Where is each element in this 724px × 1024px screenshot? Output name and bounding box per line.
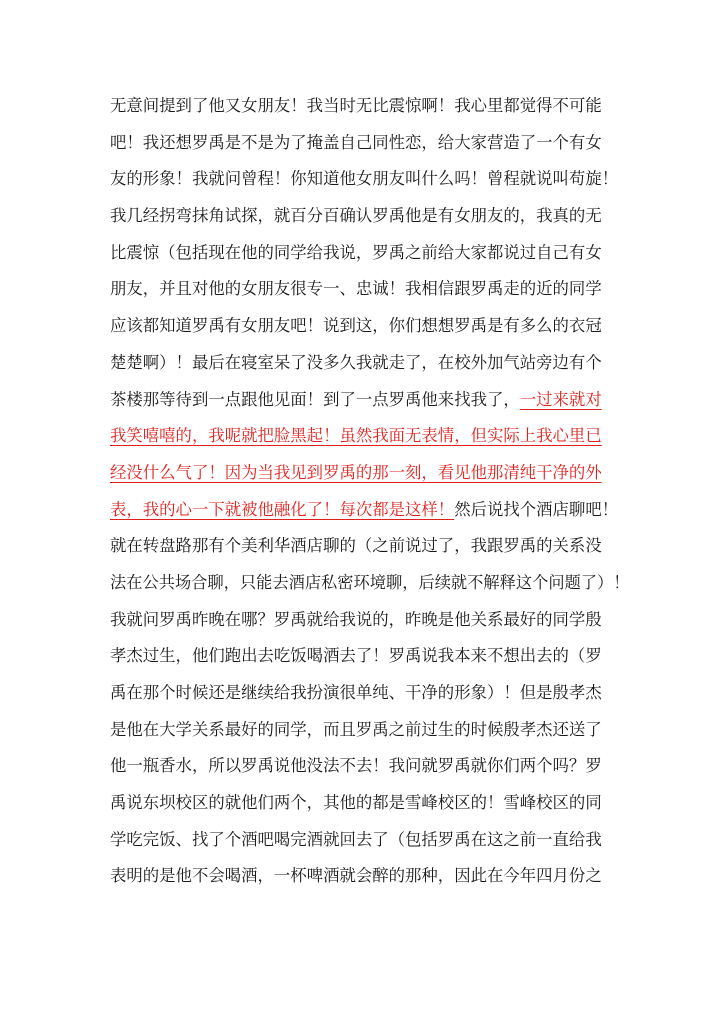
text-segment: 学吃完饭、找了个酒吧喝完酒就回去了（包括罗禹在这之前一直给我 [110, 829, 602, 849]
highlighted-text-segment: 经没什么气了！因为当我见到罗禹的那一刻，看见他那清纯干净的外 [110, 462, 602, 482]
text-line [110, 712, 630, 749]
highlighted-text-segment: 我笑嘻嘻的，我呢就把脸黑起！虽然我面无表情，但实际上我心里已 [110, 426, 602, 446]
text-segment: 无意间提到了他又女朋友！我当时无比震惊啊！我心里都觉得不可能 [110, 96, 602, 115]
highlighted-text-segment: 表，我的心一下就被他融化了！每次都是这样！ [110, 499, 455, 519]
text-line [110, 235, 630, 272]
text-segment: 他一瓶香水，所以罗禹说他没法不去！我问就罗禹就你们两个吗？罗 [110, 756, 602, 776]
text-segment: 茶楼那等待到一点跟他见面！到了一点罗禹他来找我了， [110, 389, 520, 409]
text-line [110, 88, 630, 125]
text-segment: 友的形象！我就问曾程！你知道他女朋友叫什么吗！曾程就说叫苟旋！ [110, 169, 619, 189]
text-line [110, 565, 630, 602]
text-line [110, 125, 630, 162]
text-line [110, 748, 630, 785]
text-segment: 孝杰过生，他们跑出去吃饭喝酒去了！罗禹说我本来不想出去的（罗 [110, 646, 602, 666]
text-segment: 吧！我还想罗禹是不是为了掩盖自己同性恋，给大家营造了一个有女 [110, 132, 602, 152]
text-segment: 朋友，并且对他的女朋友很专一、忠诚！我相信跟罗禹走的近的同学 [110, 279, 602, 299]
text-line [110, 198, 630, 235]
text-segment: 禹说东坝校区的就他们两个，其他的都是雪峰校区的！雪峰校区的同 [110, 793, 602, 813]
text-line [110, 271, 630, 308]
text-line [110, 308, 630, 345]
text-line [110, 455, 630, 492]
document-body [110, 88, 630, 895]
text-segment: 比震惊（包括现在他的同学给我说，罗禹之前给大家都说过自己有女 [110, 242, 602, 262]
text-line [110, 528, 630, 565]
text-line [110, 638, 630, 675]
text-line [110, 345, 630, 382]
text-segment: 表明的是他不会喝酒，一杯啤酒就会醉的那种，因此在今年四月份之 [110, 866, 602, 886]
text-segment: 我就问罗禹昨晚在哪？罗禹就给我说的，昨晚是他关系最好的同学殷 [110, 609, 602, 629]
text-line [110, 161, 630, 198]
text-segment: 法在公共场合聊，只能去酒店私密环境聊，后续就不解释这个问题了）！ [110, 572, 630, 592]
text-segment: 应该都知道罗禹有女朋友吧！说到这，你们想想罗禹是有多么的衣冠 [110, 316, 602, 336]
text-segment: 禹在那个时候还是继续给我扮演很单纯、干净的形象）！但是殷孝杰 [110, 683, 602, 702]
text-segment: 楚楚啊）！最后在寝室呆了没多久我就走了，在校外加气站旁边有个 [110, 352, 602, 372]
text-segment: 就在转盘路那有个美利华酒店聊的（之前说过了，我跟罗禹的关系没 [110, 536, 602, 556]
highlighted-text-segment: 一过来就对 [519, 389, 602, 409]
text-line [110, 675, 630, 712]
text-segment: 我几经拐弯抹角试探，就百分百确认罗禹他是有女朋友的，我真的无 [110, 206, 602, 226]
text-line [110, 822, 630, 859]
text-line [110, 382, 630, 419]
text-segment: 然后说找个酒店聊吧！ [454, 499, 619, 519]
text-line [110, 418, 630, 455]
text-line [110, 785, 630, 822]
text-segment: 是他在大学关系最好的同学，而且罗禹之前过生的时候殷孝杰还送了 [110, 719, 602, 739]
text-line [110, 858, 630, 895]
text-line [110, 492, 630, 529]
text-line [110, 602, 630, 639]
